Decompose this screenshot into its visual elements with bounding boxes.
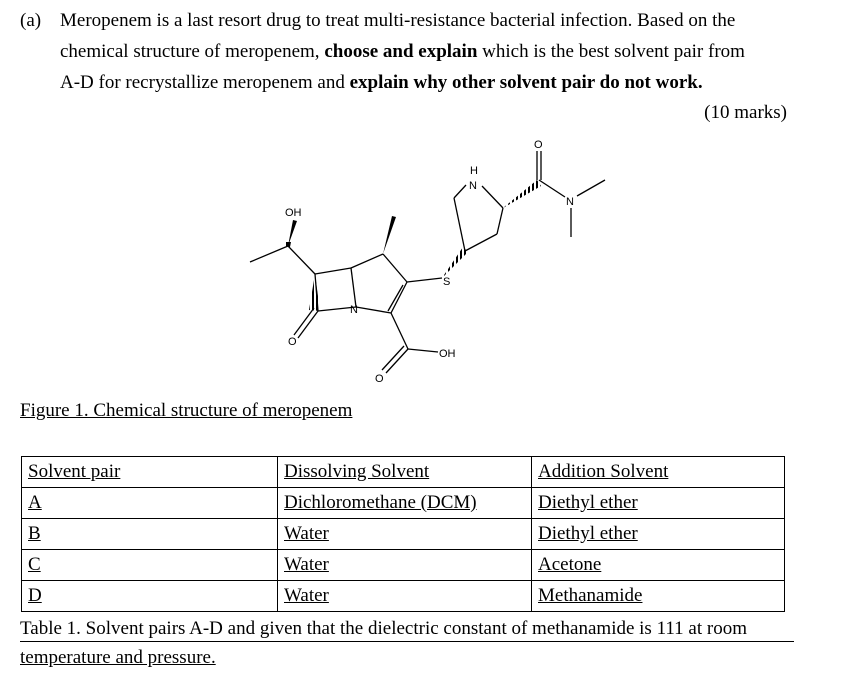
nh-n-label: N <box>469 180 477 192</box>
table-row <box>22 550 785 581</box>
table-cell: Water <box>278 519 532 550</box>
marks-label: (10 marks) <box>704 102 787 123</box>
table-row <box>22 519 785 550</box>
solvent-table <box>21 456 785 612</box>
table-caption-line-1: Table 1. Solvent pairs A-D and given that the dielectric constant of methanamide is 111 at room <box>20 617 794 642</box>
question-line-2-bold: choose and explain <box>324 41 478 62</box>
table-cell: B <box>22 519 278 550</box>
question-line-3 <box>60 71 703 95</box>
header-solvent-pair: Solvent pair <box>22 457 278 488</box>
question-line-3-pre: A-D for recrystallize meropenem and <box>60 72 350 93</box>
o-lactam-label: O <box>288 336 297 348</box>
table-cell: Diethyl ether <box>532 519 785 550</box>
table-header-row <box>22 457 785 488</box>
table-cell: C <box>22 550 278 581</box>
question-line-1: Meropenem is a last resort drug to treat multi-resistance bacterial infection. Based on the <box>60 10 736 31</box>
oh-acid-label: OH <box>439 348 456 360</box>
table-cell: D <box>22 581 278 612</box>
table-row <box>22 488 785 519</box>
o-amide-label: O <box>534 139 543 151</box>
table-row <box>22 581 785 612</box>
meropenem-structure <box>220 130 620 392</box>
header-dissolving-solvent: Dissolving Solvent <box>278 457 532 488</box>
question-line-2-post: which is the best solvent pair from <box>477 41 745 62</box>
n-ring-label: N <box>350 304 358 316</box>
o-acid-label: O <box>375 373 384 385</box>
question-line-2-pre: chemical structure of meropenem, <box>60 41 325 62</box>
table-cell: Water <box>278 550 532 581</box>
table-cell: Diethyl ether <box>532 488 785 519</box>
question-line-3-post: . <box>697 72 703 93</box>
header-addition-solvent: Addition Solvent <box>532 457 785 488</box>
question-line-3-bold: explain why other solvent pair do not work <box>349 72 698 93</box>
table-cell: Methanamide <box>532 581 785 612</box>
s-atom-label: S <box>443 276 451 288</box>
question-line-2 <box>60 40 745 64</box>
oh-top-label: OH <box>285 207 302 219</box>
nh-h-label: H <box>470 165 478 177</box>
table-cell: Dichloromethane (DCM) <box>278 488 532 519</box>
figure-caption: Figure 1. Chemical structure of meropenem <box>20 400 353 421</box>
question-label: (a) <box>20 10 42 31</box>
table-cell: Acetone <box>532 550 785 581</box>
n-amide-label: N <box>566 196 574 208</box>
table-cell: A <box>22 488 278 519</box>
table-cell: Water <box>278 581 532 612</box>
table-caption-line-2: temperature and pressure. <box>20 647 216 668</box>
